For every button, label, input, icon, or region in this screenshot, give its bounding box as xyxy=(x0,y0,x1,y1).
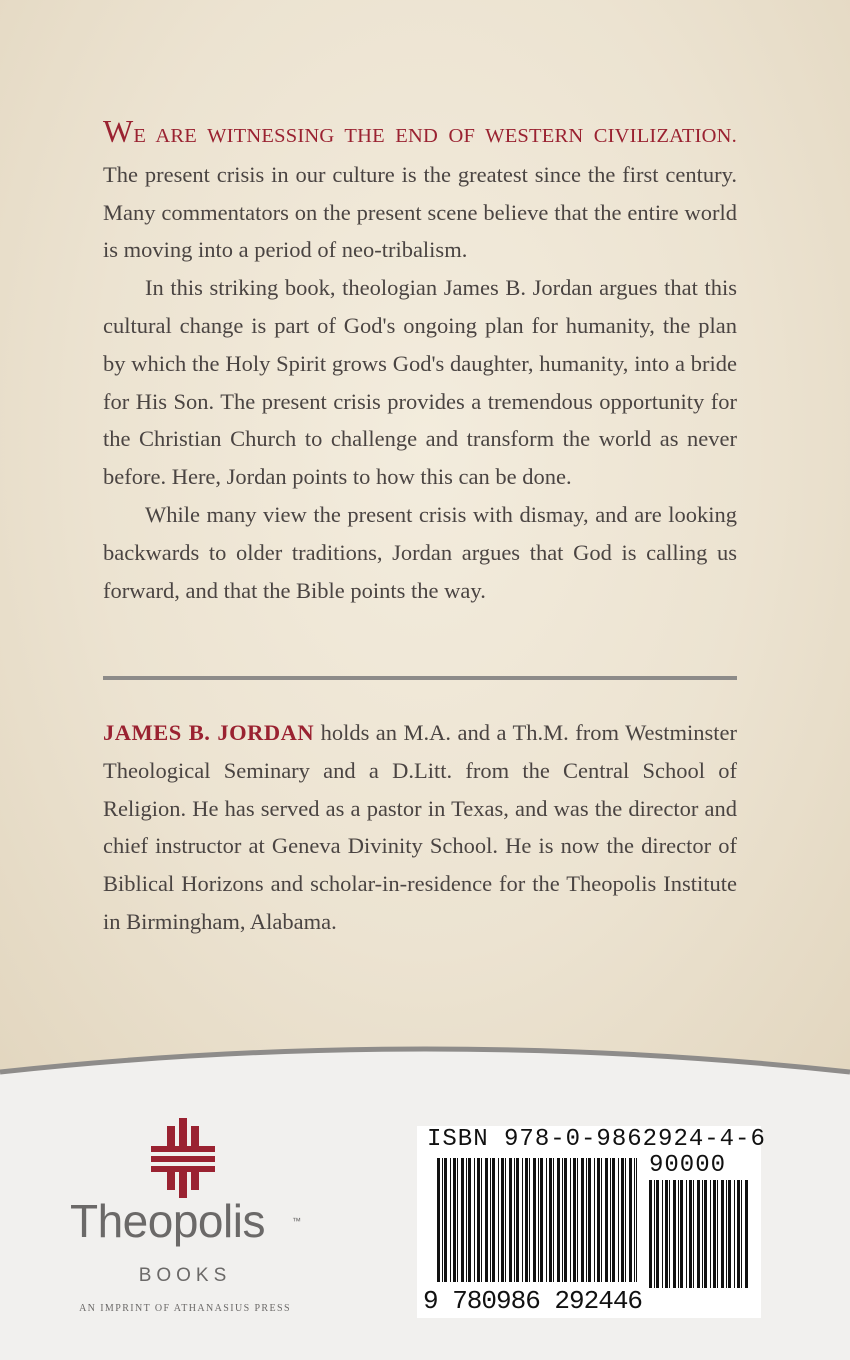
book-blurb xyxy=(103,113,737,609)
blurb-paragraph-1-text: The present crisis in our culture is the greatest since the first century. Many commentators on the present scene believe that the entire world is moving into a period of neo-tribalism. xyxy=(103,161,737,263)
publisher-name: Theopolis xyxy=(70,1195,265,1247)
price-code: 90000 xyxy=(649,1152,727,1179)
author-bio-paragraph xyxy=(103,714,737,941)
ean-barcode-bars-icon xyxy=(437,1158,637,1282)
blurb-paragraph-3: While many view the present crisis with dismay, and are looking backwards to older traditions, Jordan argues that God is calling us forward, and that the Bible points the way. xyxy=(103,501,737,603)
blurb-paragraph-1 xyxy=(103,113,737,269)
author-name: JAMES B. JORDAN xyxy=(103,720,315,745)
addon-barcode-bars-icon xyxy=(649,1180,749,1288)
barcode-digits: 9 780986 292446 xyxy=(423,1286,643,1316)
isbn-barcode xyxy=(417,1126,766,1318)
isbn-label: ISBN 978-0-9862924-4-6 xyxy=(427,1126,766,1153)
publisher-imprint: AN IMPRINT OF ATHANASIUS PRESS xyxy=(79,1303,291,1314)
publisher-subtitle: BOOKS xyxy=(138,1265,232,1286)
blurb-paragraph-2: In this striking book, theologian James B. Jordan argues that this cultural change is part of God's ongoing plan for humanity, the plan by which the Holy Spirit grows God's daughter, humanity, into a bride for His Son. The present crisis provides a tremendous opportunity for the Christian Church to challenge and transform the world as never before. Here, Jordan points to how this can be done. xyxy=(103,275,737,490)
lead-heading: E ARE WITNESSING THE END OF WESTERN CIVILIZATION. xyxy=(133,125,737,147)
trademark-symbol: ™ xyxy=(292,1216,301,1226)
section-divider xyxy=(103,676,737,680)
curved-divider xyxy=(0,1030,850,1120)
drop-cap: W xyxy=(103,113,134,149)
author-bio xyxy=(103,714,737,941)
author-bio-text: holds an M.A. and a Th.M. from Westminster Theological Seminary and a D.Litt. from the Central School of Religion. He has served as a pastor in Texas, and was the director and chief instructor at Geneva Divinity School. He is now the director of Biblical Horizons and scholar-in-residence for the Theopolis Institute in Birmingham, Alabama. xyxy=(103,720,737,934)
theopolis-cross-logo-icon xyxy=(151,1118,215,1198)
blurb-lead xyxy=(103,113,737,149)
